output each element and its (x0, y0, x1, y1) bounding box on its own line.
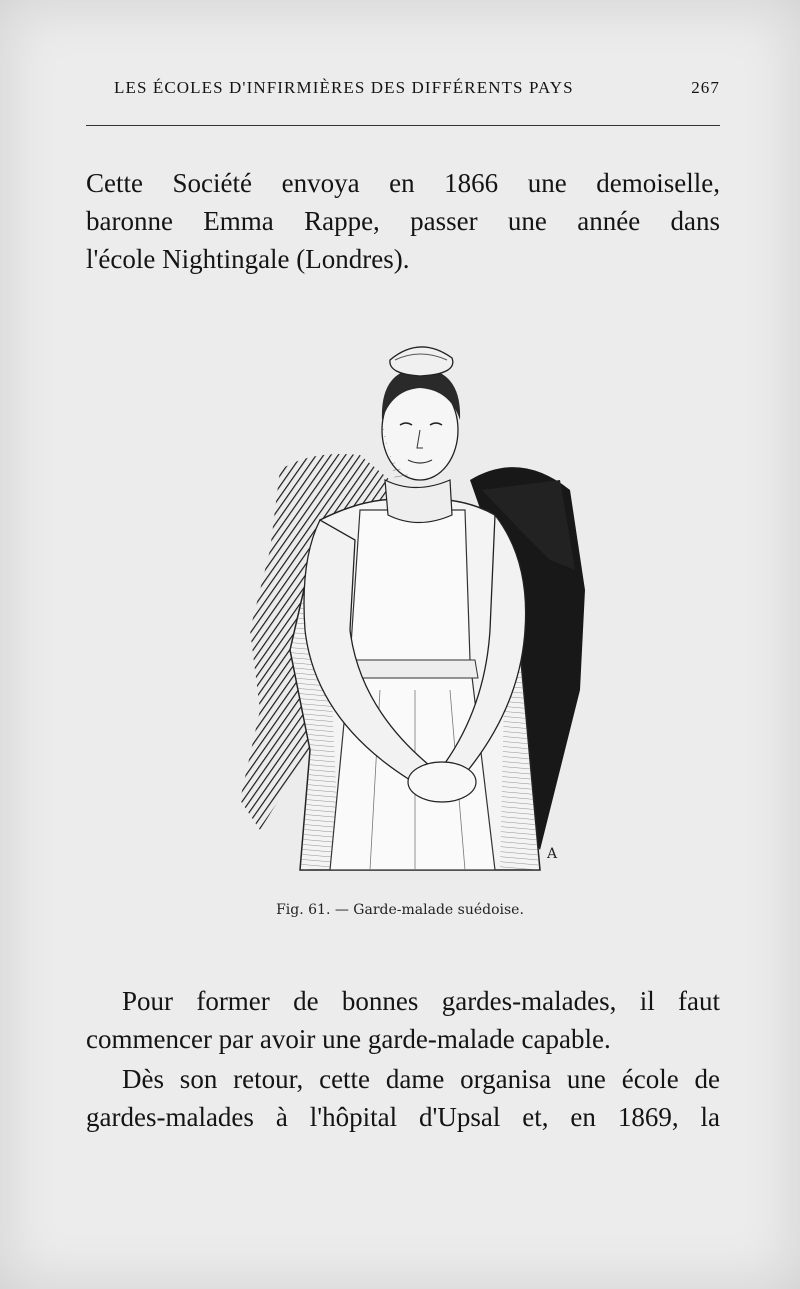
paragraph-3 (86, 1060, 720, 1136)
paragraph-line: l'école Nightingale (Londres). (86, 244, 410, 274)
nurse-engraving-illustration (220, 330, 600, 890)
paragraph-2 (86, 982, 720, 1058)
page-number: 267 (691, 78, 720, 97)
paragraph-line: Cette Société envoya en 1866 une demoiselle, (86, 168, 720, 198)
figure-caption: Fig. 61. — Garde-malade suédoise. (276, 902, 524, 918)
paragraph-line: Dès son retour, cette dame organisa une école de (122, 1064, 720, 1094)
running-title: LES ÉCOLES D'INFIRMIÈRES DES DIFFÉRENTS PAYS (114, 78, 574, 97)
paragraph-line: baronne Emma Rappe, passer une année dans (86, 206, 720, 236)
engraver-monogram: A (547, 846, 558, 862)
paragraph-line: commencer par avoir une garde-malade capable. (86, 1024, 611, 1054)
header-rule (86, 125, 720, 126)
paragraph-line: Pour former de bonnes gardes-malades, il faut (122, 986, 720, 1016)
paragraph-line: gardes-malades à l'hôpital d'Upsal et, en 1869, la (86, 1102, 720, 1132)
paragraph-1 (86, 164, 720, 278)
